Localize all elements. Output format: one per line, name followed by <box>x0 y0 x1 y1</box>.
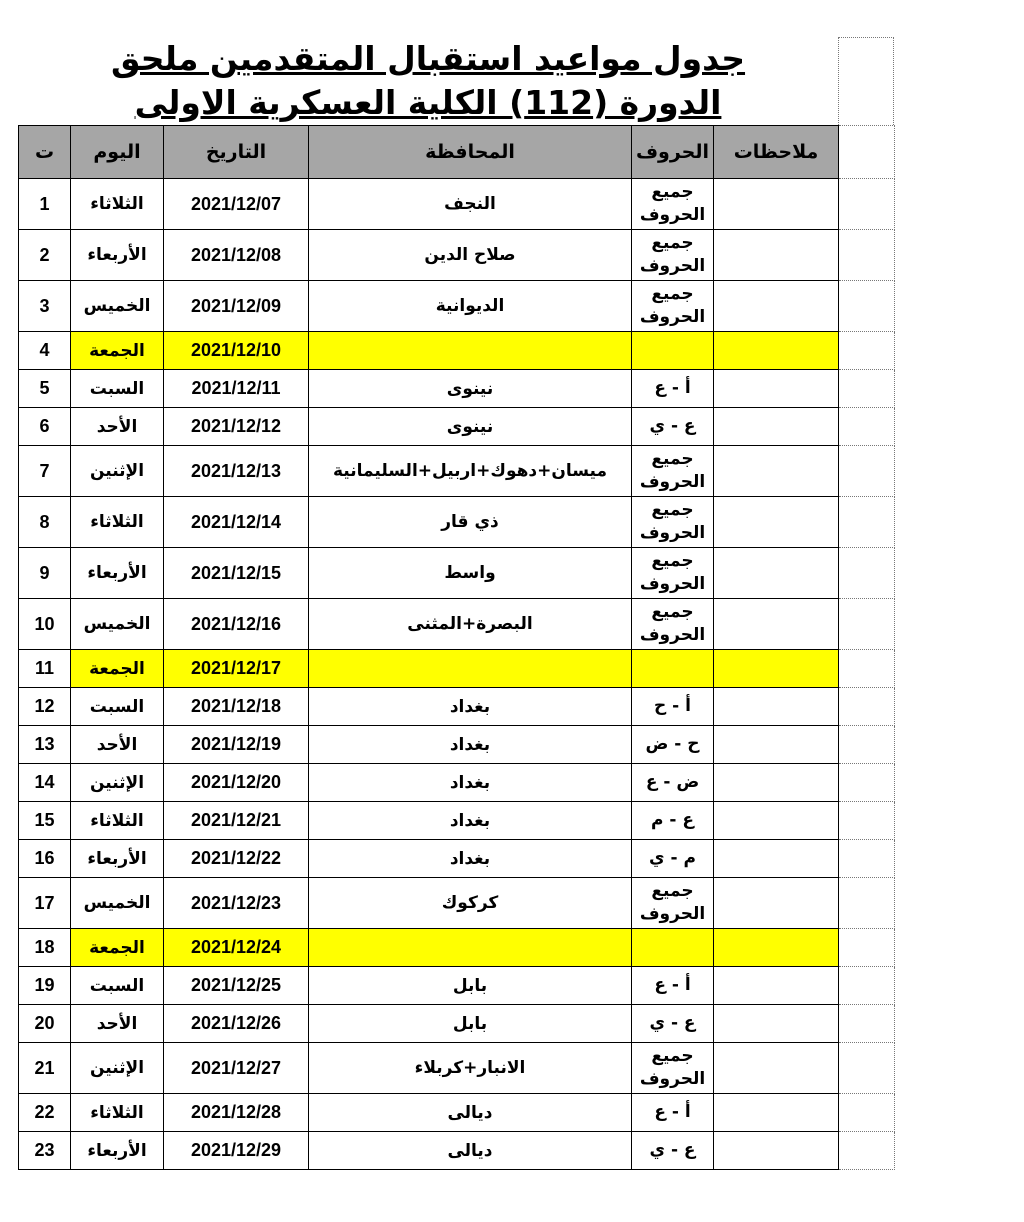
cell-day: الأربعاء <box>71 840 164 878</box>
cell-notes <box>714 802 839 840</box>
empty-cell <box>839 332 895 370</box>
cell-letters: أ - ح <box>632 688 714 726</box>
cell-day: الخميس <box>71 878 164 929</box>
table-row <box>19 878 895 929</box>
cell-date: 2021/12/28 <box>164 1094 309 1132</box>
cell-day: الخميس <box>71 599 164 650</box>
cell-day: الجمعة <box>71 650 164 688</box>
empty-cell <box>839 497 895 548</box>
cell-letters: أ - ع <box>632 1094 714 1132</box>
empty-cell <box>839 764 895 802</box>
empty-cell <box>838 37 894 125</box>
cell-num: 22 <box>19 1094 71 1132</box>
cell-province: ذي قار <box>309 497 632 548</box>
cell-notes <box>714 408 839 446</box>
table-row <box>19 650 895 688</box>
empty-cell <box>839 967 895 1005</box>
cell-province: النجف <box>309 179 632 230</box>
table-row <box>19 1043 895 1094</box>
cell-province: ديالى <box>309 1094 632 1132</box>
cell-day: الثلاثاء <box>71 179 164 230</box>
cell-notes <box>714 332 839 370</box>
cell-notes <box>714 650 839 688</box>
cell-letters: جميع الحروف <box>632 1043 714 1094</box>
cell-letters: جميع الحروف <box>632 179 714 230</box>
cell-province <box>309 332 632 370</box>
cell-letters: ع - م <box>632 802 714 840</box>
cell-province <box>309 650 632 688</box>
header-day: اليوم <box>71 126 164 179</box>
table-row <box>19 929 895 967</box>
cell-day: الثلاثاء <box>71 497 164 548</box>
cell-province: ميسان+دهوك+اربيل+السليمانية <box>309 446 632 497</box>
cell-num: 5 <box>19 370 71 408</box>
table-row <box>19 230 895 281</box>
cell-date: 2021/12/27 <box>164 1043 309 1094</box>
cell-letters: جميع الحروف <box>632 446 714 497</box>
cell-notes <box>714 281 839 332</box>
empty-cell <box>839 281 895 332</box>
table-row <box>19 281 895 332</box>
empty-cell <box>839 650 895 688</box>
cell-province: البصرة+المثنى <box>309 599 632 650</box>
header-num: ت <box>19 126 71 179</box>
table-row <box>19 1094 895 1132</box>
cell-day: السبت <box>71 967 164 1005</box>
cell-province: بابل <box>309 967 632 1005</box>
cell-letters: جميع الحروف <box>632 497 714 548</box>
cell-num: 18 <box>19 929 71 967</box>
empty-cell <box>839 1043 895 1094</box>
cell-date: 2021/12/08 <box>164 230 309 281</box>
cell-notes <box>714 764 839 802</box>
cell-day: الخميس <box>71 281 164 332</box>
cell-notes <box>714 370 839 408</box>
header-letters: الحروف <box>632 126 714 179</box>
cell-date: 2021/12/18 <box>164 688 309 726</box>
cell-date: 2021/12/14 <box>164 497 309 548</box>
cell-notes <box>714 548 839 599</box>
cell-letters: ح - ض <box>632 726 714 764</box>
cell-letters: جميع الحروف <box>632 548 714 599</box>
cell-province: بابل <box>309 1005 632 1043</box>
cell-date: 2021/12/21 <box>164 802 309 840</box>
cell-date: 2021/12/07 <box>164 179 309 230</box>
cell-day: الثلاثاء <box>71 1094 164 1132</box>
cell-letters: جميع الحروف <box>632 599 714 650</box>
cell-province: بغداد <box>309 726 632 764</box>
table-row <box>19 497 895 548</box>
cell-num: 16 <box>19 840 71 878</box>
cell-day: السبت <box>71 370 164 408</box>
cell-date: 2021/12/12 <box>164 408 309 446</box>
cell-num: 13 <box>19 726 71 764</box>
cell-letters: أ - ع <box>632 967 714 1005</box>
page-title <box>18 37 838 125</box>
cell-province: الديوانية <box>309 281 632 332</box>
cell-letters: ع - ي <box>632 408 714 446</box>
header-date: التاريخ <box>164 126 309 179</box>
cell-num: 12 <box>19 688 71 726</box>
title-line-2: الدورة (112) الكلية العسكرية الاولى <box>134 83 722 122</box>
cell-date: 2021/12/29 <box>164 1132 309 1170</box>
cell-day: الأحد <box>71 1005 164 1043</box>
cell-num: 15 <box>19 802 71 840</box>
table-row <box>19 840 895 878</box>
cell-date: 2021/12/26 <box>164 1005 309 1043</box>
cell-letters: أ - ع <box>632 370 714 408</box>
cell-day: الأربعاء <box>71 1132 164 1170</box>
table-row <box>19 179 895 230</box>
empty-cell <box>839 548 895 599</box>
table-row <box>19 688 895 726</box>
cell-day: الثلاثاء <box>71 802 164 840</box>
table-row <box>19 802 895 840</box>
empty-cell <box>839 370 895 408</box>
cell-num: 21 <box>19 1043 71 1094</box>
table-row <box>19 1132 895 1170</box>
cell-date: 2021/12/13 <box>164 446 309 497</box>
cell-province: نينوى <box>309 408 632 446</box>
cell-day: الأحد <box>71 726 164 764</box>
cell-province: كركوك <box>309 878 632 929</box>
table-row <box>19 764 895 802</box>
table-header-row <box>19 126 895 179</box>
cell-province: بغداد <box>309 802 632 840</box>
table-row <box>19 967 895 1005</box>
cell-date: 2021/12/20 <box>164 764 309 802</box>
cell-num: 20 <box>19 1005 71 1043</box>
empty-cell <box>839 599 895 650</box>
empty-cell <box>839 1132 895 1170</box>
cell-day: الأربعاء <box>71 548 164 599</box>
cell-num: 3 <box>19 281 71 332</box>
cell-province: ديالى <box>309 1132 632 1170</box>
cell-num: 14 <box>19 764 71 802</box>
cell-num: 9 <box>19 548 71 599</box>
cell-notes <box>714 1094 839 1132</box>
table-row <box>19 446 895 497</box>
cell-province: بغداد <box>309 840 632 878</box>
cell-date: 2021/12/25 <box>164 967 309 1005</box>
cell-num: 4 <box>19 332 71 370</box>
cell-notes <box>714 1043 839 1094</box>
title-line-1: جدول مواعيد استقبال المتقدمين ملحق <box>110 39 746 78</box>
cell-date: 2021/12/16 <box>164 599 309 650</box>
cell-notes <box>714 497 839 548</box>
cell-num: 1 <box>19 179 71 230</box>
cell-notes <box>714 179 839 230</box>
cell-province: صلاح الدين <box>309 230 632 281</box>
cell-date: 2021/12/19 <box>164 726 309 764</box>
cell-date: 2021/12/15 <box>164 548 309 599</box>
table-row <box>19 332 895 370</box>
cell-letters: ع - ي <box>632 1132 714 1170</box>
cell-notes <box>714 688 839 726</box>
cell-letters <box>632 332 714 370</box>
cell-num: 11 <box>19 650 71 688</box>
empty-cell <box>839 1094 895 1132</box>
cell-letters: جميع الحروف <box>632 281 714 332</box>
empty-cell <box>839 446 895 497</box>
cell-num: 17 <box>19 878 71 929</box>
header-notes: ملاحظات <box>714 126 839 179</box>
cell-notes <box>714 929 839 967</box>
cell-num: 8 <box>19 497 71 548</box>
cell-notes <box>714 1132 839 1170</box>
cell-province: نينوى <box>309 370 632 408</box>
table-row <box>19 599 895 650</box>
cell-province: الانبار+كربلاء <box>309 1043 632 1094</box>
cell-num: 6 <box>19 408 71 446</box>
cell-date: 2021/12/11 <box>164 370 309 408</box>
empty-cell <box>839 126 895 179</box>
empty-cell <box>839 408 895 446</box>
cell-letters: م - ي <box>632 840 714 878</box>
empty-cell <box>839 688 895 726</box>
cell-date: 2021/12/17 <box>164 650 309 688</box>
empty-cell <box>839 230 895 281</box>
cell-num: 7 <box>19 446 71 497</box>
cell-num: 10 <box>19 599 71 650</box>
empty-cell <box>839 878 895 929</box>
cell-notes <box>714 840 839 878</box>
schedule-table <box>18 125 895 1170</box>
empty-cell <box>839 802 895 840</box>
cell-letters <box>632 650 714 688</box>
cell-notes <box>714 1005 839 1043</box>
cell-num: 19 <box>19 967 71 1005</box>
header-province: المحافظة <box>309 126 632 179</box>
cell-date: 2021/12/23 <box>164 878 309 929</box>
cell-num: 23 <box>19 1132 71 1170</box>
cell-date: 2021/12/09 <box>164 281 309 332</box>
cell-province: بغداد <box>309 688 632 726</box>
cell-day: الإثنين <box>71 446 164 497</box>
cell-notes <box>714 599 839 650</box>
cell-province: بغداد <box>309 764 632 802</box>
table-row <box>19 726 895 764</box>
cell-day: السبت <box>71 688 164 726</box>
cell-province: واسط <box>309 548 632 599</box>
cell-day: الجمعة <box>71 332 164 370</box>
cell-date: 2021/12/22 <box>164 840 309 878</box>
table-row <box>19 548 895 599</box>
cell-notes <box>714 878 839 929</box>
cell-notes <box>714 726 839 764</box>
cell-letters: جميع الحروف <box>632 230 714 281</box>
table-row <box>19 1005 895 1043</box>
cell-date: 2021/12/24 <box>164 929 309 967</box>
empty-cell <box>839 726 895 764</box>
empty-cell <box>839 929 895 967</box>
cell-day: الإثنين <box>71 1043 164 1094</box>
cell-notes <box>714 446 839 497</box>
table-row <box>19 370 895 408</box>
cell-letters <box>632 929 714 967</box>
cell-letters: ض - ع <box>632 764 714 802</box>
empty-cell <box>839 179 895 230</box>
cell-notes <box>714 230 839 281</box>
cell-date: 2021/12/10 <box>164 332 309 370</box>
empty-cell <box>839 840 895 878</box>
cell-notes <box>714 967 839 1005</box>
cell-day: الأحد <box>71 408 164 446</box>
empty-cell <box>839 1005 895 1043</box>
cell-province <box>309 929 632 967</box>
cell-day: الإثنين <box>71 764 164 802</box>
cell-day: الجمعة <box>71 929 164 967</box>
cell-day: الأربعاء <box>71 230 164 281</box>
cell-letters: ع - ي <box>632 1005 714 1043</box>
table-row <box>19 408 895 446</box>
cell-num: 2 <box>19 230 71 281</box>
cell-letters: جميع الحروف <box>632 878 714 929</box>
